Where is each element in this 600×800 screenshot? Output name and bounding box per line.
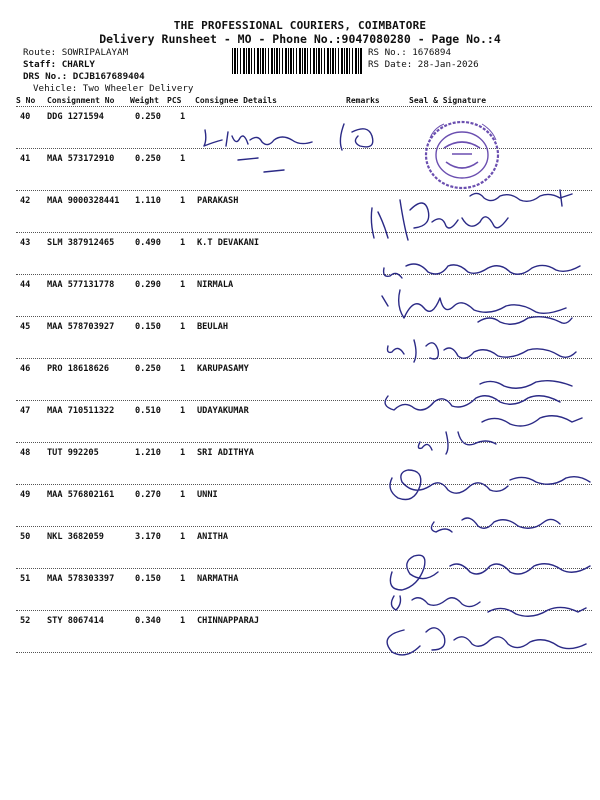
signature-46: [385, 381, 572, 410]
col-sno: S No: [16, 96, 36, 105]
row-consignee: PARAKASH: [197, 196, 239, 206]
row-consignment-no: MAA 710511322: [47, 406, 115, 416]
row-weight: 0.250: [135, 112, 161, 122]
row-consignment-no: MAA 578703927: [47, 322, 115, 332]
runsheet-subtitle: Delivery Runsheet - MO - Phone No.:9047080280 - Page No.:4: [99, 32, 501, 46]
row-consignee: UNNI: [197, 490, 218, 500]
row-sno: 50: [20, 532, 31, 542]
row-consignee: BEULAH: [197, 322, 229, 332]
row-sno: 41: [20, 154, 31, 164]
route-label: Route: SOWRIPALAYAM: [23, 47, 129, 58]
row-consignment-no: PRO 18618626: [47, 364, 110, 374]
row-consignment-no: NKL 3682059: [47, 532, 104, 542]
signature-44: [382, 290, 572, 324]
row-weight: 0.250: [135, 154, 161, 164]
row-consignee: KARUPASAMY: [197, 364, 249, 374]
row-weight: 0.490: [135, 238, 161, 248]
drs-label: DRS No.: DCJB167689404: [23, 71, 145, 82]
row-consignment-no: DDG 1271594: [47, 112, 104, 122]
col-pcs: PCS: [167, 96, 182, 105]
row-consignment-no: MAA 576802161: [47, 490, 115, 500]
row-weight: 0.340: [135, 616, 161, 626]
signature-51: [391, 596, 586, 616]
row-consignment-no: MAA 573172910: [47, 154, 115, 164]
row-consignee: CHINNAPPARAJ: [197, 616, 260, 626]
row-pcs: 1: [180, 112, 186, 122]
row-weight: 1.110: [135, 196, 161, 206]
row-weight: 0.250: [135, 364, 161, 374]
row-sno: 49: [20, 490, 31, 500]
row-consignee: ANITHA: [197, 532, 229, 542]
row-consignee: K.T DEVAKANI: [197, 238, 260, 248]
row-consignment-no: MAA 9000328441: [47, 196, 120, 206]
row-weight: 0.270: [135, 490, 161, 500]
row-sno: 51: [20, 574, 31, 584]
col-remarks: Remarks: [346, 96, 380, 105]
row-sno: 47: [20, 406, 31, 416]
signature-47: [418, 416, 582, 454]
row-sno: 42: [20, 196, 31, 206]
col-weight: Weight: [130, 96, 159, 105]
signature-45: [388, 340, 577, 362]
row-pcs: 1: [180, 322, 186, 332]
signature-52: [387, 628, 586, 655]
staff-label: Staff: CHARLY: [23, 59, 95, 70]
col-consignment: Consignment No: [47, 96, 115, 105]
rs-number: RS No.: 1676894: [368, 47, 451, 58]
row-pcs: 1: [180, 574, 186, 584]
row-pcs: 1: [180, 406, 186, 416]
signature-42: [371, 190, 572, 240]
signature-43: [384, 264, 580, 278]
row-sno: 43: [20, 238, 31, 248]
row-weight: 0.150: [135, 322, 161, 332]
signature-50: [390, 555, 590, 590]
signature-40: [204, 124, 373, 172]
seal-stamp: [422, 118, 502, 192]
row-consignment-no: MAA 577131778: [47, 280, 115, 290]
row-pcs: 1: [180, 532, 186, 542]
row-weight: 0.150: [135, 574, 161, 584]
row-pcs: 1: [180, 238, 186, 248]
row-consignment-no: TUT 992205: [47, 448, 99, 458]
vehicle-label: Vehicle: Two Wheeler Delivery: [33, 83, 194, 94]
row-pcs: 1: [180, 280, 186, 290]
row-pcs: 1: [180, 490, 186, 500]
row-weight: 0.290: [135, 280, 161, 290]
row-sno: 46: [20, 364, 31, 374]
row-pcs: 1: [180, 364, 186, 374]
row-weight: 0.510: [135, 406, 161, 416]
row-pcs: 1: [180, 616, 186, 626]
row-consignment-no: MAA 578303397: [47, 574, 115, 584]
row-weight: 3.170: [135, 532, 161, 542]
row-consignee: SRI ADITHYA: [197, 448, 254, 458]
col-seal-signature: Seal & Signature: [409, 96, 487, 105]
rs-date: RS Date: 28-Jan-2026: [368, 59, 479, 70]
row-consignment-no: SLM 387912465: [47, 238, 115, 248]
row-pcs: 1: [180, 448, 186, 458]
row-sno: 44: [20, 280, 31, 290]
company-title: THE PROFESSIONAL COURIERS, COIMBATORE: [173, 19, 427, 32]
row-consignee: UDAYAKUMAR: [197, 406, 249, 416]
signature-49: [431, 518, 560, 532]
row-sno: 48: [20, 448, 31, 458]
row-weight: 1.210: [135, 448, 161, 458]
row-consignment-no: STY 8067414: [47, 616, 104, 626]
signature-48: [390, 470, 590, 500]
row-consignee: NIRMALA: [197, 280, 234, 290]
row-sno: 52: [20, 616, 31, 626]
row-consignee: NARMATHA: [197, 574, 239, 584]
col-consignee: Consignee Details: [195, 96, 277, 105]
row-sno: 40: [20, 112, 31, 122]
row-pcs: 1: [180, 196, 186, 206]
row-pcs: 1: [180, 154, 186, 164]
row-sno: 45: [20, 322, 31, 332]
